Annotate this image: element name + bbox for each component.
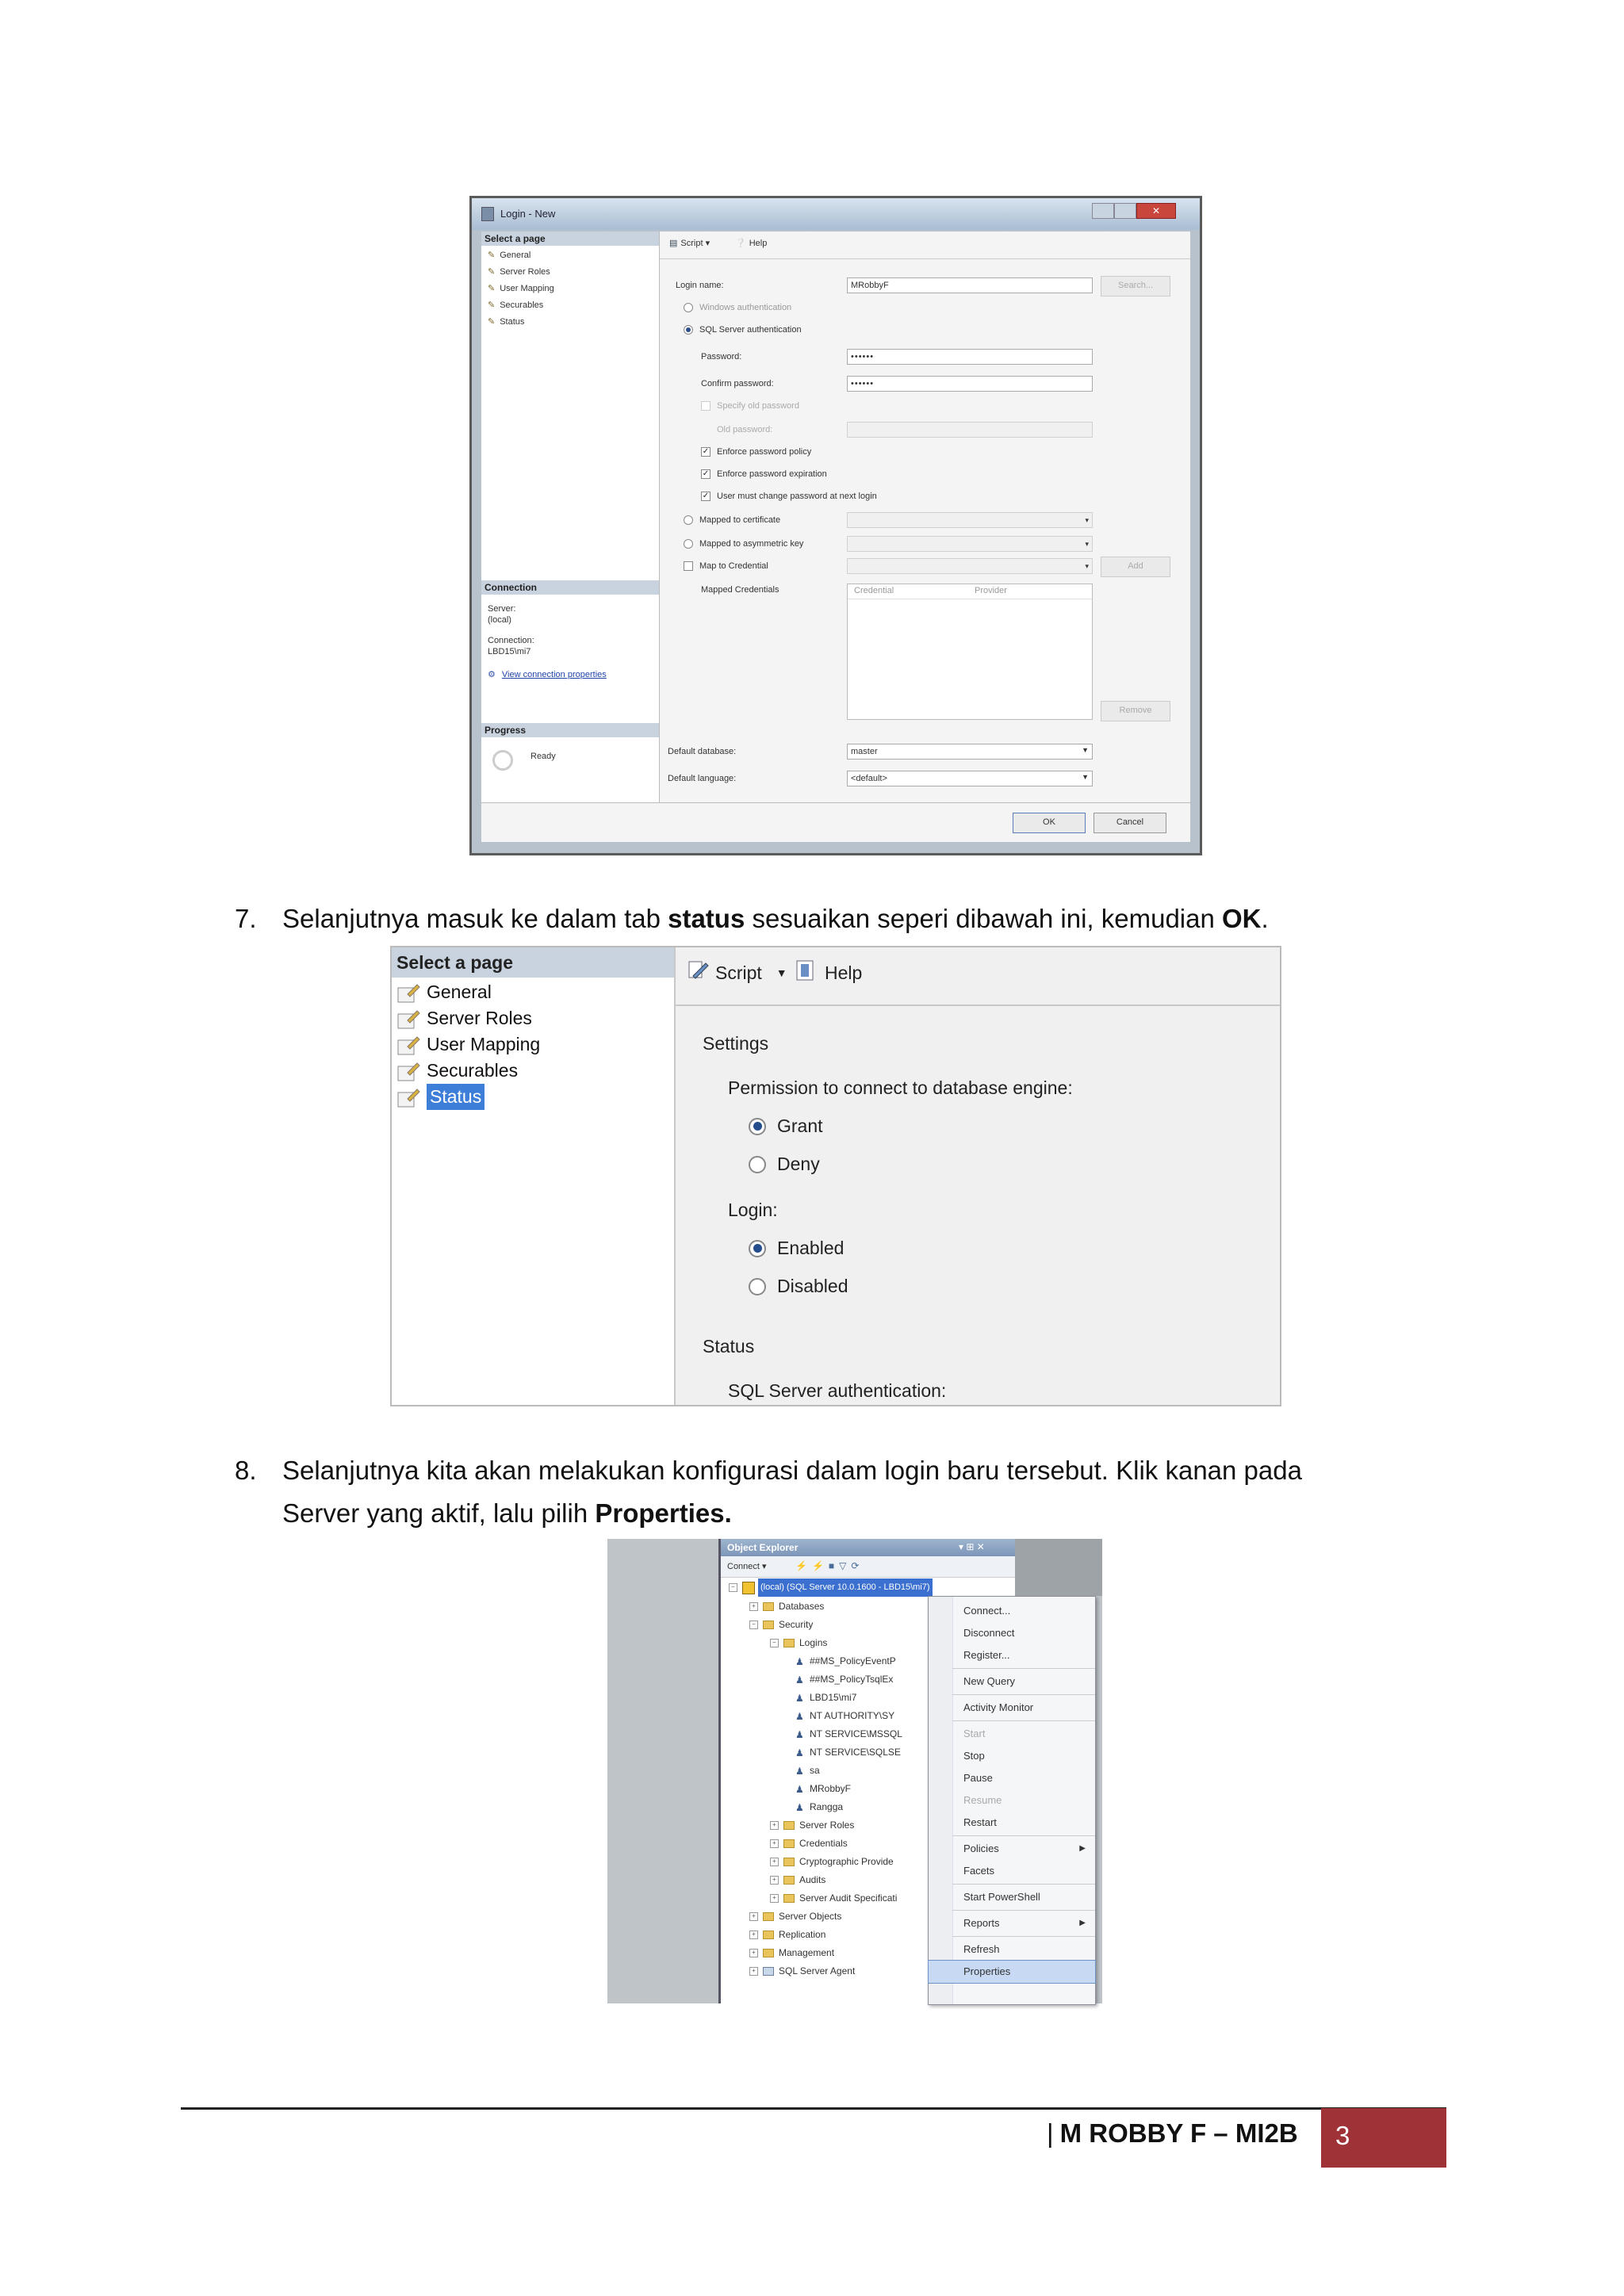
connection-header: Connection — [481, 580, 659, 595]
login-user-icon: ♟ — [795, 1801, 804, 1813]
expand-icon[interactable]: + — [770, 1876, 779, 1885]
login-name-input[interactable]: MRobbyF — [847, 277, 1093, 293]
view-connection-link[interactable]: ⚙ View connection properties — [488, 670, 607, 679]
folder-icon — [763, 1949, 774, 1957]
must-change-checkbox[interactable]: ✓ — [702, 492, 710, 500]
help-icon — [795, 959, 818, 987]
context-menu-item[interactable]: Facets — [963, 1865, 995, 1877]
page-icon — [396, 982, 420, 1004]
tree-node-label: Server Objects — [779, 1911, 842, 1922]
object-explorer-titlebar — [721, 1539, 1017, 1556]
chevron-down-icon: ▼ — [1082, 773, 1089, 781]
expand-icon[interactable]: + — [770, 1821, 779, 1830]
context-menu-item[interactable]: Pause — [963, 1772, 993, 1784]
old-password-label: Old password: — [717, 425, 773, 434]
status-settings-pane — [676, 947, 1280, 1405]
grant-radio[interactable] — [749, 1118, 766, 1135]
help-button[interactable]: ❔ Help — [735, 239, 768, 248]
page-item-user-mapping[interactable]: User Mapping — [392, 1031, 674, 1058]
specify-old-password-option[interactable]: Specify old password — [701, 401, 799, 411]
default-database-label: Default database: — [668, 747, 737, 756]
col-credential-header: Credential — [854, 586, 894, 595]
mapped-credentials-label: Mapped Credentials — [701, 585, 779, 595]
tree-node-label: Rangga — [810, 1801, 844, 1812]
search-button[interactable]: Search... — [1101, 276, 1170, 297]
permission-label: Permission to connect to database engine: — [728, 1077, 1073, 1098]
dialog-right-pane — [660, 232, 1190, 802]
page-item-securables[interactable]: Securables — [392, 1058, 674, 1084]
default-language-dropdown[interactable]: <default> ▼ — [847, 771, 1093, 786]
dialog-footer-divider — [481, 802, 1190, 803]
menu-separator — [952, 1694, 1095, 1695]
step-8-number: 8. — [235, 1456, 257, 1485]
submenu-arrow-icon: ▶ — [1079, 1844, 1086, 1853]
page-item-status[interactable]: ✎ Status — [488, 317, 525, 327]
login-user-icon: ♟ — [795, 1674, 804, 1686]
help-icon: ❔ — [735, 239, 746, 248]
tree-node-label: Credentials — [799, 1838, 848, 1849]
map-credential-checkbox[interactable] — [684, 561, 693, 571]
confirm-password-input[interactable]: •••••• — [847, 376, 1093, 392]
progress-status: Ready — [530, 752, 556, 761]
toolbar-divider — [676, 1004, 1280, 1006]
context-menu-item[interactable]: Restart — [963, 1816, 997, 1828]
folder-icon — [763, 1621, 774, 1629]
page-number-box — [1321, 2108, 1446, 2168]
context-menu-item[interactable]: Start — [963, 1728, 986, 1739]
sql-auth-option[interactable]: SQL Server authentication — [684, 325, 802, 335]
deny-option[interactable]: Deny — [749, 1154, 820, 1175]
login-user-icon: ♟ — [795, 1783, 804, 1795]
script-icon: ▤ — [669, 239, 678, 248]
expand-icon[interactable]: + — [749, 1949, 758, 1957]
menu-separator — [952, 1720, 1095, 1721]
expand-icon[interactable]: + — [749, 1967, 758, 1976]
folder-icon — [783, 1639, 795, 1647]
ok-button[interactable]: OK — [1013, 813, 1086, 833]
menu-separator — [952, 1936, 1095, 1937]
dialog-left-pane — [481, 232, 660, 802]
expand-icon[interactable]: − — [770, 1639, 779, 1647]
page-icon: ✎ — [488, 267, 496, 277]
col-provider-header: Provider — [975, 586, 1007, 595]
object-explorer-screenshot — [607, 1539, 1102, 2003]
page-icon: ✎ — [488, 300, 496, 310]
asymmetric-dropdown[interactable]: ▾ — [847, 536, 1093, 552]
context-menu-item[interactable]: Properties — [929, 1961, 1095, 1983]
password-input[interactable]: •••••• — [847, 349, 1093, 365]
script-button[interactable]: Script ▼ — [687, 959, 787, 987]
script-icon — [687, 959, 710, 987]
step-8-line2: Server yang aktif, lalu pilih Properties. — [282, 1498, 732, 1528]
enforce-policy-checkbox[interactable]: ✓ — [702, 447, 710, 456]
menu-separator — [952, 1884, 1095, 1885]
footer-rule — [181, 2107, 1446, 2110]
expand-icon[interactable]: + — [749, 1931, 758, 1939]
context-menu-item[interactable]: Register... — [963, 1649, 1010, 1661]
progress-header: Progress — [481, 723, 659, 737]
page-item-user-mapping[interactable]: ✎ User Mapping — [488, 284, 554, 293]
tree-node-label: Replication — [779, 1929, 826, 1940]
object-explorer-title: Object Explorer — [727, 1542, 799, 1553]
chevron-down-icon: ▼ — [1082, 746, 1089, 754]
expand-icon[interactable]: + — [749, 1912, 758, 1921]
tree-node-label: NT SERVICE\SQLSE — [810, 1747, 901, 1758]
page-item-status[interactable]: Status — [392, 1084, 674, 1110]
select-page-pane — [392, 947, 676, 1405]
mapped-asymmetric-radio[interactable] — [684, 539, 693, 549]
folder-icon — [783, 1876, 795, 1885]
old-password-input[interactable] — [847, 422, 1093, 438]
connect-button[interactable]: Connect ▾ — [727, 1562, 767, 1571]
page-item-server-roles[interactable]: ✎ Server Roles — [488, 267, 550, 277]
page-icon — [396, 1034, 420, 1056]
windows-auth-radio[interactable] — [684, 303, 693, 312]
login-new-dialog-screenshot — [469, 196, 1202, 855]
folder-icon — [763, 1602, 774, 1611]
enabled-radio[interactable] — [749, 1240, 766, 1257]
step-7-number: 7. — [235, 904, 257, 933]
settings-label: Settings — [703, 1033, 769, 1054]
disabled-option[interactable]: Disabled — [749, 1276, 848, 1297]
server-icon — [742, 1582, 755, 1594]
tree-node-label: LBD15\mi7 — [810, 1692, 857, 1703]
tree-node-label: Cryptographic Provide — [799, 1856, 894, 1867]
folder-icon — [763, 1912, 774, 1921]
page-number: 3 — [1335, 2121, 1350, 2150]
mapped-certificate-option[interactable]: Mapped to certificate — [684, 515, 780, 525]
context-menu-item[interactable]: Activity Monitor — [963, 1701, 1034, 1713]
mapped-credentials-table[interactable] — [847, 584, 1093, 720]
sql-auth-label: SQL Server authentication: — [728, 1380, 947, 1401]
page-item-general[interactable]: ✎ General — [488, 251, 531, 260]
must-change-option[interactable]: ✓ User must change password at next login — [702, 492, 877, 501]
select-page-header: Select a page — [392, 947, 674, 978]
context-menu-item[interactable]: Stop — [963, 1750, 985, 1762]
tree-node-label: Server Roles — [799, 1820, 855, 1831]
context-menu — [928, 1596, 1096, 2005]
tree-node-label: Server Audit Specificati — [799, 1892, 898, 1904]
add-button[interactable]: Add — [1101, 557, 1170, 577]
expand-icon[interactable]: + — [770, 1894, 779, 1903]
submenu-arrow-icon: ▶ — [1079, 1919, 1086, 1927]
login-name-label: Login name: — [676, 281, 724, 290]
status-label: Status — [703, 1336, 755, 1357]
context-menu-item[interactable]: Resume — [963, 1794, 1002, 1806]
object-explorer-toolbar — [721, 1556, 1017, 1578]
connection-label: Connection: — [488, 636, 534, 645]
toolbar-divider — [660, 258, 1190, 259]
folder-icon — [763, 1931, 774, 1939]
tree-node-label: Logins — [799, 1637, 828, 1648]
enforce-expiration-option[interactable]: ✓ Enforce password expiration — [702, 469, 827, 479]
tree-node-label: Audits — [799, 1874, 826, 1885]
context-menu-item[interactable]: Refresh — [963, 1943, 1000, 1955]
login-user-icon: ♟ — [795, 1655, 804, 1667]
enforce-policy-option[interactable]: ✓ Enforce password policy — [702, 447, 812, 457]
agent-icon — [763, 1967, 774, 1976]
dialog-titlebar — [472, 198, 1200, 230]
expand-icon[interactable]: − — [749, 1621, 758, 1629]
connection-value: LBD15\mi7 — [488, 647, 531, 656]
confirm-password-label: Confirm password: — [701, 379, 774, 388]
maximize-icon[interactable] — [1114, 203, 1136, 219]
page-list — [392, 978, 674, 1110]
login-user-icon: ♟ — [795, 1710, 804, 1722]
close-icon[interactable]: ✕ — [1136, 203, 1176, 219]
tree-node-label: sa — [810, 1765, 820, 1776]
step-8-line1: Selanjutnya kita akan melakukan konfigurasi dalam login baru tersebut. Klik kanan pada — [282, 1456, 1302, 1485]
expand-icon[interactable]: + — [770, 1839, 779, 1848]
context-menu-item[interactable]: Connect... — [963, 1605, 1011, 1617]
tree-node-label: Management — [779, 1947, 835, 1958]
login-label: Login: — [728, 1200, 778, 1220]
windows-auth-option[interactable]: Windows authentication — [684, 303, 791, 312]
context-menu-item[interactable]: Reports ▶ — [929, 1912, 1095, 1934]
connection-properties-icon: ⚙ — [488, 670, 496, 679]
status-page-screenshot — [390, 946, 1281, 1406]
mapped-asymmetric-option[interactable]: Mapped to asymmetric key — [684, 539, 803, 549]
folder-icon — [783, 1821, 795, 1830]
login-user-icon: ♟ — [795, 1765, 804, 1777]
default-database-dropdown[interactable]: master ▼ — [847, 744, 1093, 760]
login-user-icon: ♟ — [795, 1728, 804, 1740]
page-item-server-roles[interactable]: Server Roles — [392, 1005, 674, 1031]
map-credential-option[interactable]: Map to Credential — [684, 561, 768, 571]
default-language-label: Default language: — [668, 774, 737, 783]
context-menu-item[interactable]: Disconnect — [963, 1627, 1015, 1639]
tree-node-label: Databases — [779, 1601, 825, 1612]
grant-option[interactable]: Grant — [749, 1115, 823, 1137]
menu-separator — [952, 1668, 1095, 1669]
login-user-icon: ♟ — [795, 1747, 804, 1758]
remove-button[interactable]: Remove — [1101, 701, 1170, 721]
progress-spinner-icon — [492, 750, 513, 771]
page-item-general[interactable]: General — [392, 979, 674, 1005]
context-menu-item[interactable]: Policies ▶ — [929, 1838, 1095, 1860]
login-user-icon: ♟ — [795, 1692, 804, 1704]
expand-icon[interactable]: + — [749, 1602, 758, 1611]
deny-radio[interactable] — [749, 1156, 766, 1173]
dialog-body — [481, 232, 1190, 842]
tree-node-label: ##MS_PolicyEventP — [810, 1655, 896, 1667]
folder-icon — [783, 1839, 795, 1848]
sql-auth-radio[interactable] — [684, 325, 693, 335]
disabled-radio[interactable] — [749, 1278, 766, 1295]
step-7-text: Selanjutnya masuk ke dalam tab status sesuaikan seperi dibawah ini, kemudian OK. — [282, 904, 1269, 933]
minimize-icon[interactable] — [1092, 203, 1114, 219]
page-icon: ✎ — [488, 251, 496, 260]
toolbar-icons[interactable]: ⚡⚡■▽⟳ — [795, 1560, 864, 1571]
server-value: (local) — [488, 615, 511, 625]
dialog-title: Login - New — [500, 208, 556, 220]
context-menu-items — [929, 1600, 1095, 1983]
page-icon: ✎ — [488, 317, 496, 327]
enabled-option[interactable]: Enabled — [749, 1238, 844, 1259]
pin-icon[interactable]: ▾ ⊞ ✕ — [959, 1541, 985, 1552]
expand-icon[interactable]: + — [770, 1858, 779, 1866]
folder-icon — [783, 1858, 795, 1866]
tree-node-label: ##MS_PolicyTsqlEx — [810, 1674, 894, 1685]
page-list — [481, 246, 659, 331]
context-menu-item[interactable]: Start PowerShell — [963, 1891, 1040, 1903]
specify-old-password-checkbox[interactable] — [701, 401, 710, 411]
folder-icon — [783, 1894, 795, 1903]
enforce-expiration-checkbox[interactable]: ✓ — [702, 469, 710, 478]
server-label: Server: — [488, 604, 516, 614]
credential-dropdown[interactable]: ▾ — [847, 558, 1093, 574]
tree-node-label: MRobbyF — [810, 1783, 852, 1794]
server-node[interactable]: − (local) (SQL Server 10.0.1600 - LBD15\mi7) — [729, 1578, 933, 1597]
script-button[interactable]: ▤ Script ▾ — [669, 239, 710, 248]
menu-separator — [952, 1910, 1095, 1911]
tree-node-label: NT SERVICE\MSSQL — [810, 1728, 902, 1739]
grey-background-right — [1015, 1539, 1102, 1596]
page-icon: ✎ — [488, 284, 496, 293]
chevron-down-icon[interactable]: ▼ — [776, 966, 787, 979]
help-button[interactable]: Help — [795, 959, 862, 987]
page-icon — [396, 1086, 420, 1108]
page-item-securables[interactable]: ✎ Securables — [488, 300, 544, 310]
cancel-button[interactable]: Cancel — [1094, 813, 1166, 833]
tree-node-label: SQL Server Agent — [779, 1965, 856, 1976]
password-label: Password: — [701, 352, 742, 362]
mapped-certificate-radio[interactable] — [684, 515, 693, 525]
context-menu-item[interactable]: New Query — [963, 1675, 1016, 1687]
menu-separator — [952, 1835, 1095, 1836]
tree-node-label: Security — [779, 1619, 814, 1630]
select-page-header: Select a page — [481, 232, 659, 246]
footer-author: | M ROBBY F – MI2B — [1047, 2118, 1298, 2148]
certificate-dropdown[interactable]: ▾ — [847, 512, 1093, 528]
tree-node-label: NT AUTHORITY\SY — [810, 1710, 895, 1721]
app-icon — [481, 207, 494, 221]
page-icon — [396, 1060, 420, 1082]
page-icon — [396, 1008, 420, 1030]
